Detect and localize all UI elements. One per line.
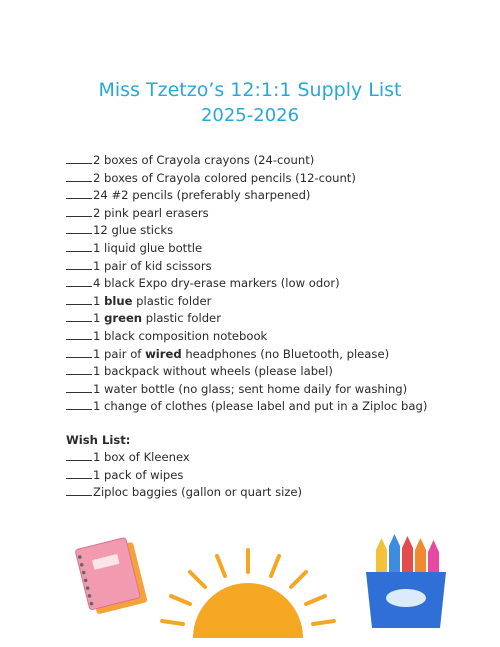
item-text-pre: 1 (93, 311, 105, 326)
item-text-pre: 12 glue sticks (93, 223, 174, 238)
check-blank (66, 153, 92, 164)
check-blank (66, 188, 92, 199)
supply-item (66, 170, 486, 188)
item-text-pre: 2 boxes of Crayola crayons (24-count) (93, 153, 315, 167)
item-text-bold: green (104, 311, 143, 326)
item-text-bold: wired (145, 346, 182, 361)
wish-item (66, 484, 486, 502)
check-blank (66, 329, 92, 340)
item-text-pre: 1 (93, 293, 105, 308)
supply-item (66, 205, 486, 223)
check-blank (66, 485, 92, 496)
wish-list (66, 449, 486, 502)
sun-icon (162, 550, 334, 638)
item-text-post: plastic folder (132, 293, 212, 308)
page-title (0, 78, 500, 128)
supply-item (66, 222, 486, 240)
item-text-pre: 1 liquid glue bottle (93, 240, 203, 255)
item-text-pre: 2 boxes of Crayola colored pencils (12-count) (93, 170, 356, 185)
item-text-pre: 1 black composition notebook (93, 328, 268, 343)
supply-item (66, 310, 486, 328)
wish-list-heading: Wish List: (66, 433, 131, 447)
item-text-pre: Ziploc baggies (gallon or quart size) (93, 485, 303, 500)
check-blank (66, 171, 92, 182)
check-blank (66, 468, 92, 479)
supply-item (66, 152, 486, 170)
supply-item (66, 398, 486, 416)
check-blank (66, 276, 92, 287)
check-blank (66, 311, 92, 322)
check-blank (66, 259, 92, 270)
item-text-post: headphones (no Bluetooth, please) (181, 346, 390, 361)
supply-item (66, 293, 486, 311)
check-blank (66, 241, 92, 252)
supply-item (66, 363, 486, 381)
check-blank (66, 206, 92, 217)
supply-list (66, 152, 486, 416)
check-blank (66, 450, 92, 461)
wish-item (66, 467, 486, 485)
supply-item (66, 187, 486, 205)
wish-item (66, 449, 486, 467)
item-text-bold: blue (104, 293, 133, 308)
supply-item (66, 346, 486, 364)
check-blank (66, 347, 92, 358)
item-text-pre: 1 pair of (93, 346, 146, 361)
supply-item (66, 258, 486, 276)
item-text-pre: 1 change of clothes (please label and put in a Ziploc bag) (93, 399, 428, 414)
item-text-pre: 24 #2 pencils (preferably sharpened) (93, 188, 311, 203)
item-text-pre: 1 backpack without wheels (please label) (93, 364, 333, 379)
title-line-1: Miss Tzetzo’s 12:1:1 Supply List (98, 79, 402, 101)
supply-item (66, 275, 486, 293)
item-text-pre: 4 black Expo dry-erase markers (low odor) (93, 276, 340, 291)
decorations (0, 520, 500, 647)
title-line-2: 2025-2026 (200, 105, 300, 126)
crayon-box-icon (366, 534, 446, 628)
item-text-pre: 1 pair of kid scissors (93, 258, 212, 273)
check-blank (66, 223, 92, 234)
check-blank (66, 382, 92, 393)
check-blank (66, 399, 92, 410)
item-text-pre: 1 box of Kleenex (93, 450, 190, 464)
item-text-pre: 2 pink pearl erasers (93, 205, 209, 220)
item-text-pre: 1 pack of wipes (93, 467, 184, 482)
check-blank (66, 364, 92, 375)
item-text-post: plastic folder (142, 311, 221, 326)
check-blank (66, 294, 92, 305)
supply-item (66, 328, 486, 346)
item-text-pre: 1 water bottle (no glass; sent home daily for washing) (93, 381, 408, 396)
supply-item (66, 240, 486, 258)
supply-item (66, 381, 486, 399)
notebook-icon (75, 536, 148, 616)
